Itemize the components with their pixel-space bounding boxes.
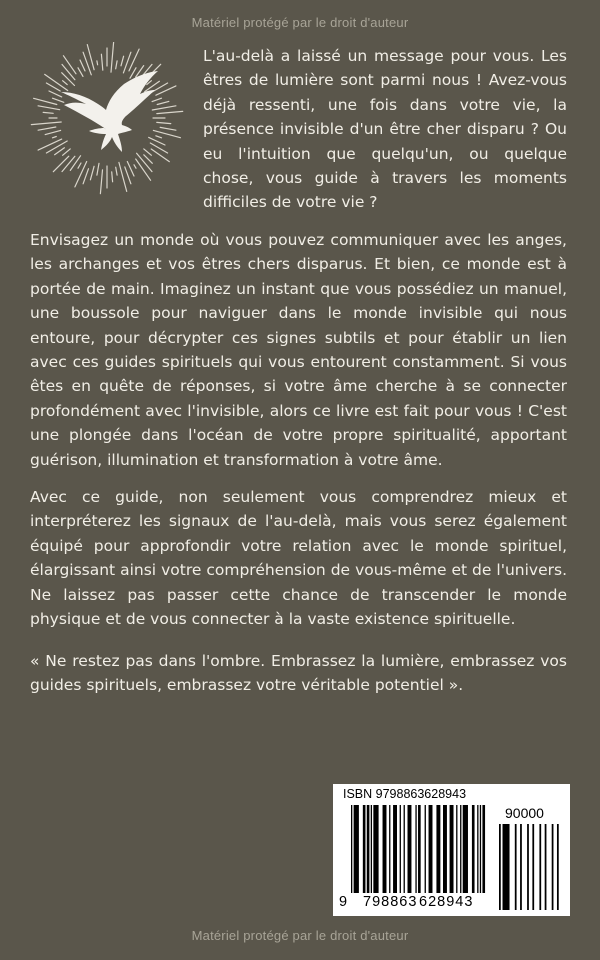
barcode-bar: [532, 824, 534, 910]
intro-paragraph: L'au-delà a laissé un message pour vous. Les êtres de lumière sont parmi nous ! Avez-vous déjà ressenti, une fois dans votre vie, la présence invisible d'un être cher disparu ? Ou eu l'intuition que quelqu'un, ou quelque chose, vous guide à travers les moments difficiles de votre vie ?: [203, 47, 567, 212]
light-ray: [70, 156, 80, 171]
barcode-bar: [450, 805, 454, 893]
barcode-bar: [408, 805, 412, 893]
closing-quote: « Ne restez pas dans l'ombre. Embrassez la lumière, embrassez vos guides spirituels, embrassez votre véritable potentiel ».: [30, 652, 567, 695]
light-ray: [121, 56, 124, 66]
barcode-bar: [351, 805, 352, 893]
light-ray: [125, 167, 131, 184]
light-ray: [63, 149, 71, 155]
light-ray: [63, 56, 76, 74]
barcode-first-digit: 9: [339, 894, 349, 910]
light-ray: [38, 139, 62, 150]
light-ray: [157, 122, 171, 123]
barcode-bar: [527, 824, 529, 910]
light-ray: [160, 127, 176, 130]
light-ray: [38, 127, 56, 130]
light-ray: [62, 73, 75, 86]
light-ray: [152, 98, 161, 101]
light-ray: [31, 122, 61, 125]
barcode-bar: [367, 805, 370, 893]
barcode-bar: [460, 805, 461, 893]
barcode-bar: [436, 805, 440, 893]
barcode-bar: [456, 805, 457, 893]
light-ray: [134, 165, 136, 168]
light-ray: [116, 61, 117, 69]
addon-barcode-bars: [499, 824, 559, 910]
barcode-bar: [539, 824, 541, 910]
light-ray: [46, 141, 67, 153]
light-ray: [75, 162, 87, 187]
light-ray: [55, 148, 65, 155]
main-barcode-bars: [351, 805, 485, 893]
light-ray: [53, 98, 64, 102]
light-ray: [156, 136, 162, 138]
light-ray: [49, 91, 62, 97]
light-ray: [90, 166, 94, 180]
barcode-bar: [477, 805, 478, 893]
barcode-bar: [373, 805, 378, 893]
light-ray: [43, 112, 53, 113]
barcode-bar: [463, 805, 468, 893]
barcode-bar: [480, 805, 481, 893]
barcode-bar: [429, 805, 433, 893]
barcode-bar: [499, 824, 501, 910]
barcode-bar: [389, 805, 390, 893]
light-ray: [78, 163, 81, 168]
copyright-watermark-top: Matériel protégé par le droit d'auteur: [191, 15, 409, 30]
light-ray: [80, 60, 85, 71]
light-ray: [157, 111, 183, 113]
light-ray: [62, 64, 75, 79]
copyright-watermark-bottom: Matériel protégé par le droit d'auteur: [191, 928, 409, 943]
barcode-bar: [472, 805, 475, 893]
light-ray: [45, 130, 60, 134]
light-ray: [34, 98, 57, 104]
barcode-bar: [503, 824, 510, 910]
barcode-bar: [354, 805, 359, 893]
barcode-bar: [520, 824, 522, 910]
barcode-bar: [415, 805, 416, 893]
barcode-bar: [557, 824, 559, 910]
barcode-left-digits: 798863: [363, 894, 418, 910]
barcode-bar: [545, 824, 547, 910]
barcode-bar: [363, 805, 366, 893]
light-ray: [152, 106, 176, 110]
light-ray: [156, 86, 176, 95]
light-ray: [62, 156, 75, 171]
barcode-bar: [515, 824, 517, 910]
light-ray: [53, 156, 69, 172]
light-ray: [136, 159, 151, 180]
light-ray: [63, 81, 68, 85]
light-ray: [112, 172, 113, 182]
light-ray: [151, 149, 169, 162]
addon-number: 90000: [505, 805, 544, 821]
barcode-bar: [393, 805, 397, 893]
light-ray: [119, 162, 127, 191]
light-ray: [144, 155, 153, 164]
barcode-bar: [425, 805, 426, 893]
dove-shape: [61, 71, 158, 152]
light-ray: [130, 68, 136, 78]
light-ray: [144, 149, 152, 155]
barcode-bar: [443, 805, 447, 893]
light-ray: [116, 167, 117, 175]
light-ray: [53, 137, 57, 138]
light-ray: [111, 42, 114, 72]
isbn-label: ISBN 9798863628943: [343, 787, 467, 801]
body-paragraph-1: Envisagez un monde où vous pouvez communiquer avec les anges, les archanges et vos êtres chers disparus. Et bien, ce monde est à portée de main. Imaginez un instant que vous possédiez un manuel, une boussole pour naviguer dans le monde invisible qui nous entoure, pour décrypter ces signes subtils et pour établir un lien avec ces guides spirituels qui vous entourent constamment. Si vous êtes en quête de réponses, si votre âme cherche à se connecter profondément avec l'invisible, alors ce livre est fait pour vous ! C'est une plongée dans l'océan de votre propre spiritualité, apportant guérison, illumination et transformation à votre âme.: [30, 231, 567, 469]
light-ray: [97, 61, 98, 65]
barcode-bar: [371, 805, 372, 893]
barcode-bar: [383, 805, 387, 893]
barcode-bar: [482, 805, 485, 893]
barcode-bar: [404, 805, 405, 893]
light-ray: [83, 169, 88, 184]
barcode-right-digits: 628943: [419, 894, 474, 910]
barcode-bar: [400, 805, 401, 893]
light-ray: [38, 106, 60, 110]
light-ray: [100, 170, 102, 194]
body-paragraph-2: Avec ce guide, non seulement vous comprendrez mieux et interpréterez les signaux de l'au-delà, mais vous serez également équipé pour approfondir votre relation avec le monde spirituel, élargissant ainsi votre compréhension de vous-même et de l'univers. Ne laissez pas passer cette chance de transcender le monde physique et de vous connecter à la vaste existence spirituelle.: [30, 488, 567, 629]
light-ray: [127, 162, 134, 177]
dove-icon: [26, 42, 188, 204]
isbn-barcode: [333, 784, 570, 916]
light-ray: [101, 54, 102, 70]
light-ray: [157, 101, 169, 104]
light-ray: [78, 68, 83, 77]
barcode-bar: [552, 824, 554, 910]
barcode-bar: [418, 805, 421, 893]
light-ray: [97, 163, 99, 175]
